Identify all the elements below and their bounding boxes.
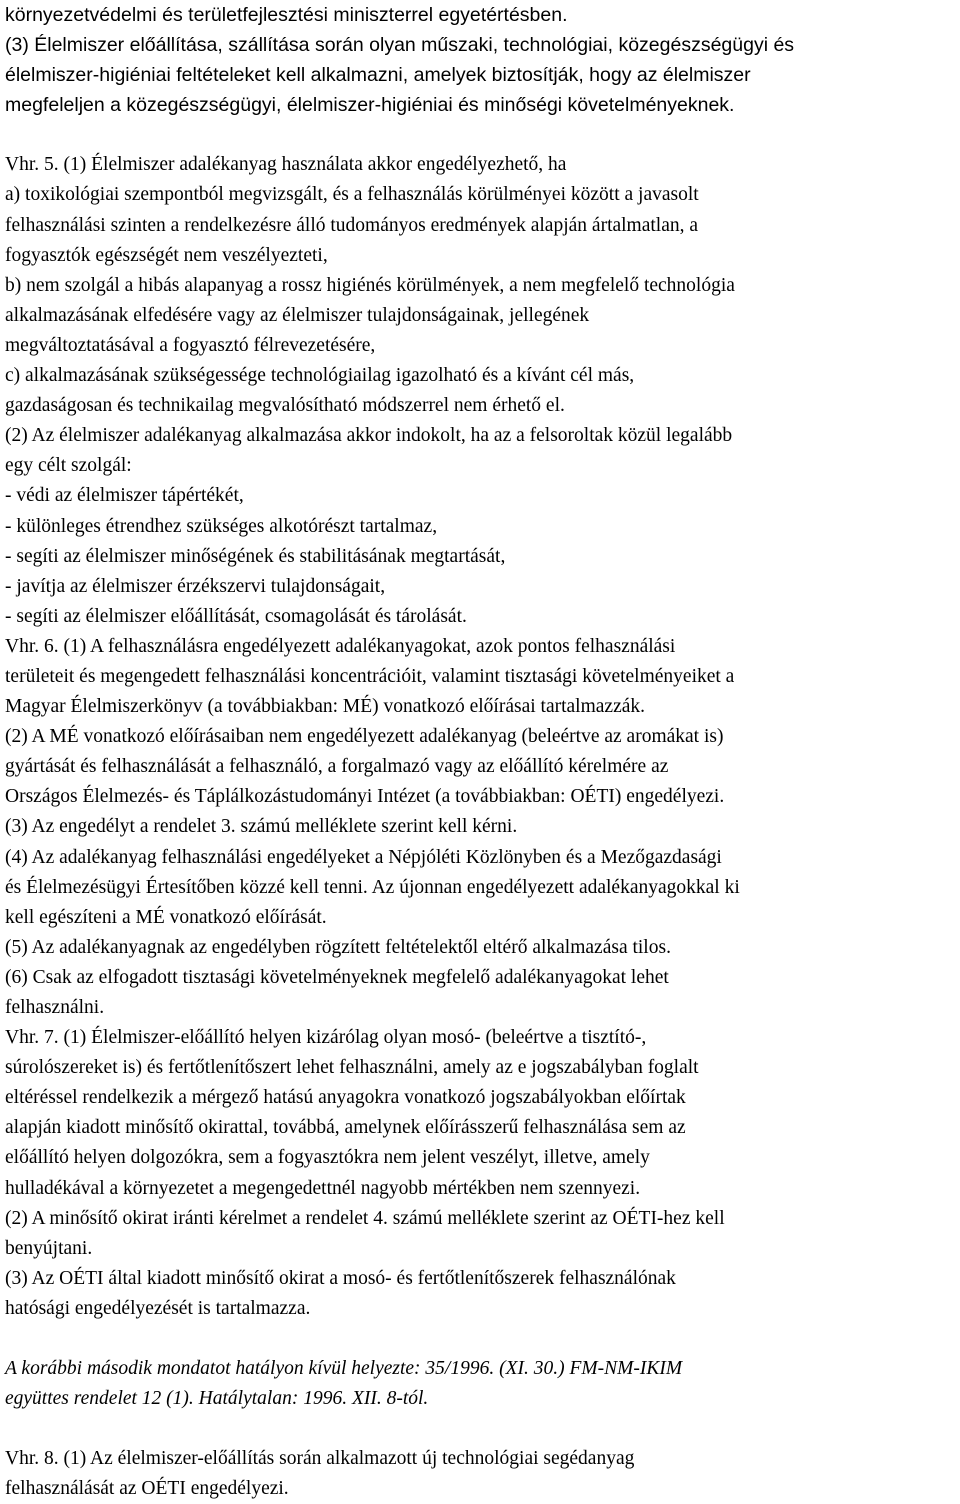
text-line: gazdaságosan és technikailag megvalósítható módszerrel nem érhető el. — [5, 395, 565, 417]
text-line: c) alkalmazásának szükségessége technológiailag igazolható és a kívánt cél más, — [5, 365, 635, 387]
text-line: (5) Az adalékanyagnak az engedélyben rögzített feltételektől eltérő alkalmazása tilos. — [5, 936, 671, 958]
section-heading-line: Vhr. 7. (1) Élelmiszer-előállító helyen kizárólag olyan mosó- (beleértve a tisztító-, — [5, 1027, 647, 1049]
text-line: élelmiszer-higiéniai feltételeket kell alkalmazni, amelyek biztosítják, hogy az élelmiszer — [5, 64, 751, 87]
section-heading-line: Vhr. 6. (1) A felhasználásra engedélyezett adalékanyagokat, azok pontos felhasználási — [5, 635, 676, 657]
text-line: hatósági engedélyezését is tartalmazza. — [5, 1297, 311, 1319]
text-line: felhasználását az OÉTI engedélyezi. — [5, 1478, 289, 1500]
text-line: fogyasztók egészségét nem veszélyezteti, — [5, 244, 328, 266]
text-line: (6) Csak az elfogadott tisztasági követelményeknek megfelelő adalékanyagokat lehet — [5, 966, 669, 988]
paragraph-spacer — [5, 1324, 957, 1354]
text-line: b) nem szolgál a hibás alapanyag a rossz higiénés körülmények, a nem megfelelő technológia — [5, 274, 735, 296]
list-item: - segíti az élelmiszer előállítását, csomagolását és tárolását. — [5, 605, 467, 627]
section-heading-line: Vhr. 8. (1) Az élelmiszer-előállítás során alkalmazott új technológiai segédanyag — [5, 1448, 635, 1470]
text-line: felhasználni. — [5, 997, 105, 1018]
list-item: - védi az élelmiszer tápértékét, — [5, 485, 244, 507]
text-line: (3) Élelmiszer előállítása, szállítása során olyan műszaki, technológiai, közegészségügyi és — [5, 34, 795, 57]
text-line: Magyar Élelmiszerkönyv (a továbbiakban: MÉ) vonatkozó előírásai tartalmazzák. — [5, 696, 646, 718]
final-text-block — [5, 1444, 957, 1504]
text-line: súrolószereket is) és fertőtlenítőszert lehet felhasználni, amely az e jogszabályban foglalt — [5, 1057, 699, 1079]
section-heading-line: Vhr. 5. (1) Élelmiszer adalékanyag használata akkor engedélyezhető, ha — [5, 154, 567, 176]
document-page — [5, 0, 957, 1504]
main-text-block — [5, 150, 957, 1324]
text-line: (2) A minősítő okirat iránti kérelmet a rendelet 4. számú melléklete szerint az OÉTI-hez kell — [5, 1207, 725, 1229]
text-line: alapján kiadott minősítő okirattal, továbbá, amelynek előírásszerű felhasználása sem az — [5, 1117, 686, 1139]
amendment-note — [5, 1354, 957, 1414]
text-line: (3) Az engedélyt a rendelet 3. számú melléklete szerint kell kérni. — [5, 816, 518, 838]
text-line: Országos Élelmezés- és Táplálkozástudományi Intézet (a továbbiakban: OÉTI) engedélyezi. — [5, 786, 725, 808]
text-line: és Élelmezésügyi Értesítőben közzé kell tenni. Az újonnan engedélyezett adalékanyagokkal ki — [5, 876, 740, 898]
text-line: egy célt szolgál: — [5, 455, 132, 477]
text-line: hulladékával a környezetet a megengedettnél nagyobb mértékben nem szennyezi. — [5, 1177, 641, 1199]
top-paragraph — [5, 0, 957, 120]
text-line: (2) Az élelmiszer adalékanyag alkalmazása akkor indokolt, ha az a felsoroltak közül legalább — [5, 425, 733, 447]
text-line: gyártását és felhasználását a felhasználó, a forgalmazó vagy az előállító kérelmére az — [5, 756, 669, 778]
text-line: területeit és megengedett felhasználási koncentrációit, valamint tisztasági követelményeiket a — [5, 665, 735, 687]
text-line: kell egészíteni a MÉ vonatkozó előírását. — [5, 906, 327, 928]
text-line: felhasználási szinten a rendelkezésre álló tudományos eredmények alapján ártalmatlan, a — [5, 214, 699, 236]
text-line: (2) A MÉ vonatkozó előírásaiban nem engedélyezett adalékanyag (beleértve az aromákat is) — [5, 726, 724, 748]
text-line: megváltoztatásával a fogyasztó félrevezetésére, — [5, 334, 376, 356]
text-line: (4) Az adalékanyag felhasználási engedélyeket a Népjóléti Közlönyben és a Mezőgazdasági — [5, 846, 722, 868]
text-line: megfeleljen a közegészségügyi, élelmiszer-higiéniai és minőségi követelményeknek. — [5, 94, 735, 117]
text-line: eltéréssel rendelkezik a mérgező hatású anyagokra vonatkozó jogszabályokban előírtak — [5, 1087, 686, 1109]
text-line: előállító helyen dolgozókra, sem a fogyasztókra nem jelent veszélyt, illetve, amely — [5, 1147, 650, 1169]
list-item: - különleges étrendhez szükséges alkotórészt tartalmaz, — [5, 515, 438, 537]
list-item: - javítja az élelmiszer érzékszervi tulajdonságait, — [5, 575, 386, 597]
text-line: környezetvédelmi és területfejlesztési miniszterrel egyetértésben. — [5, 4, 568, 26]
note-line: együttes rendelet 12 (1). Hatálytalan: 1996. XII. 8-tól. — [5, 1388, 429, 1410]
text-line: a) toxikológiai szempontból megvizsgált, és a felhasználás körülményei között a javasolt — [5, 184, 699, 206]
paragraph-spacer — [5, 120, 957, 150]
note-line: A korábbi második mondatot hatályon kívül helyezte: 35/1996. (XI. 30.) FM-NM-IKIM — [5, 1358, 683, 1380]
text-line: alkalmazásának elfedésére vagy az élelmiszer tulajdonságainak, jellegének — [5, 304, 590, 326]
text-line: benyújtani. — [5, 1237, 93, 1259]
text-line: (3) Az OÉTI által kiadott minősítő okirat a mosó- és fertőtlenítőszerek felhasználónak — [5, 1267, 676, 1289]
paragraph-spacer — [5, 1414, 957, 1444]
list-item: - segíti az élelmiszer minőségének és stabilitásának megtartását, — [5, 545, 506, 567]
